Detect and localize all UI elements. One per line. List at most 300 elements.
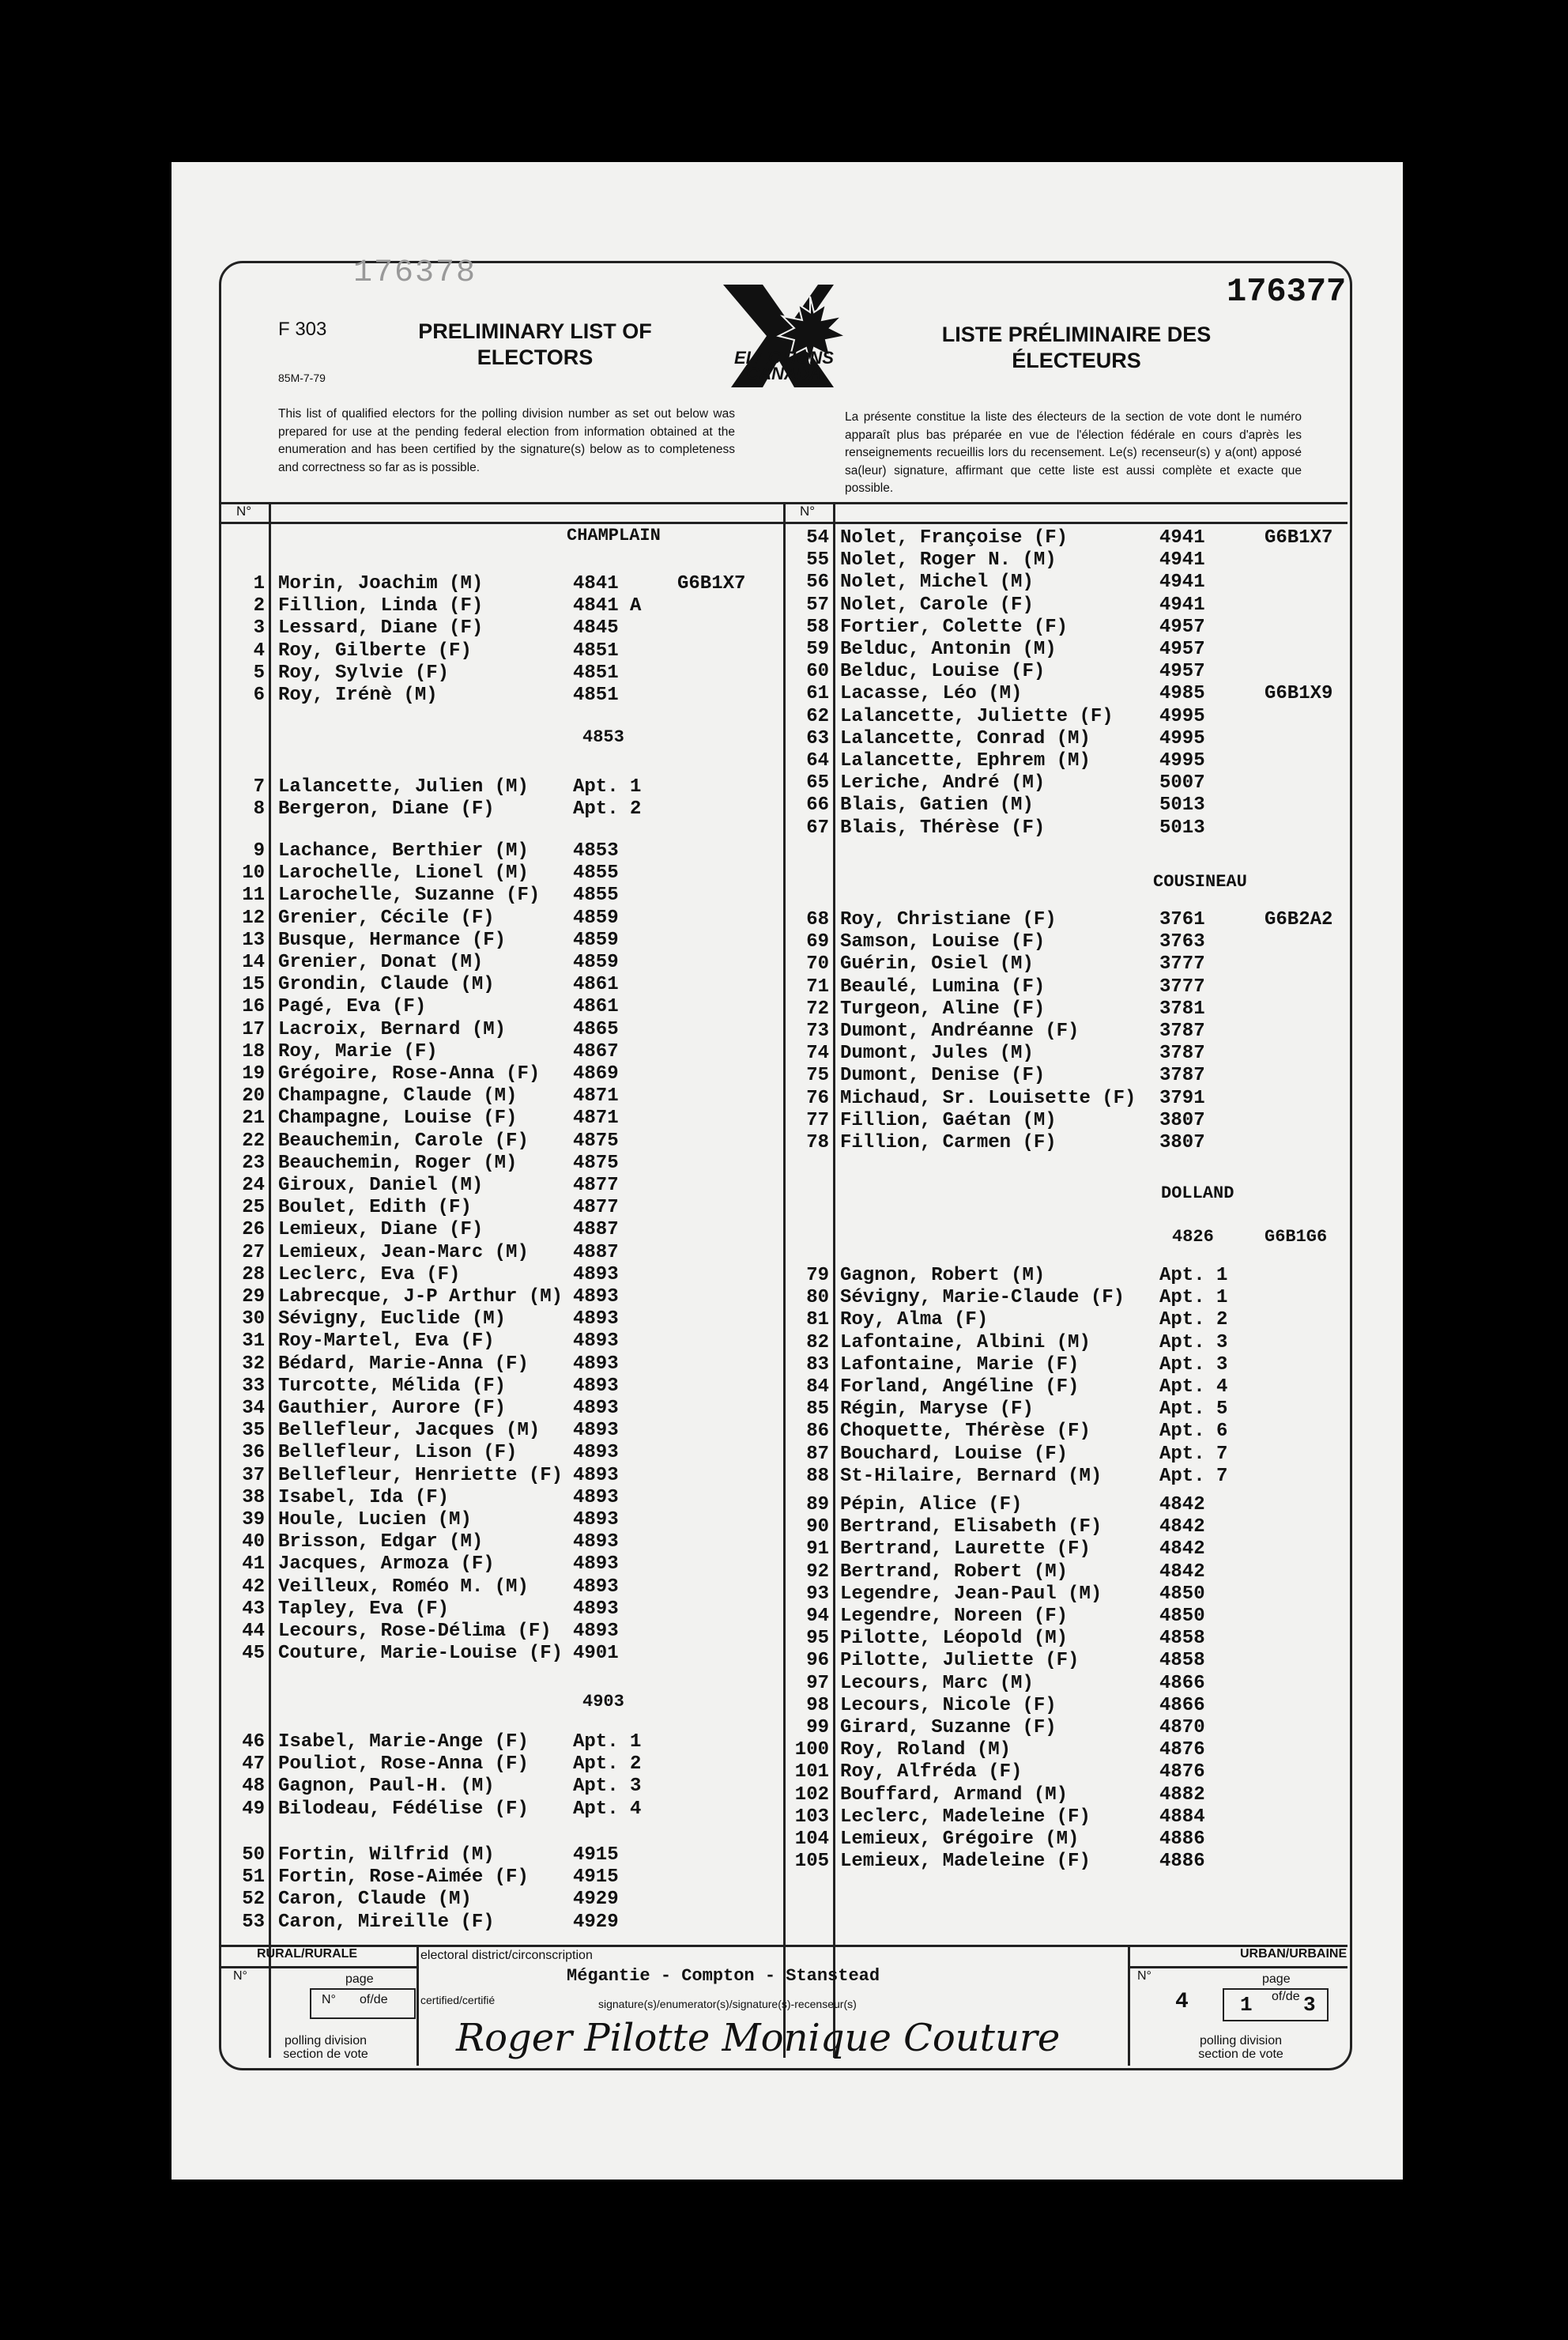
elector-name: Roy, Alfréda (F): [840, 1761, 1023, 1783]
elector-number: 32: [242, 1353, 265, 1375]
elector-address: 4870: [1159, 1717, 1205, 1738]
elector-address: 4929: [573, 1911, 619, 1933]
elector-address: 4842: [1159, 1516, 1205, 1538]
postal-code: G6B1X7: [677, 573, 746, 594]
elector-name: Caron, Claude (M): [278, 1889, 472, 1911]
elector-name: Lemieux, Diane (F): [278, 1219, 484, 1241]
elector-address: 4915: [573, 1844, 619, 1866]
elector-name: Nolet, Carole (F): [840, 594, 1034, 616]
footer-right-divider: [1128, 1945, 1130, 2066]
postal-code: G6B1X7: [1265, 527, 1333, 549]
elector-number: 70: [806, 953, 829, 976]
elector-name: Bilodeau, Fédélise (F): [278, 1798, 529, 1820]
elector-name: Beaulé, Lumina (F): [840, 976, 1046, 998]
elector-name: Sévigny, Marie-Claude (F): [840, 1287, 1125, 1309]
elector-address: 4893: [573, 1353, 619, 1375]
urban-of-label: of/de: [1272, 1990, 1300, 2003]
elector-address: 4886: [1159, 1851, 1205, 1873]
elector-name: Dumont, Andréanne (F): [840, 1021, 1080, 1042]
elector-name: Jacques, Armoza (F): [278, 1553, 495, 1576]
elector-address: 4877: [573, 1197, 619, 1219]
elector-address: 4842: [1159, 1494, 1205, 1515]
elector-address: 3781: [1159, 998, 1205, 1020]
elector-address: Apt. 2: [573, 798, 642, 821]
elector-address: 4941: [1159, 594, 1205, 616]
elector-address: 4893: [573, 1398, 619, 1419]
elector-number: 39: [242, 1509, 265, 1530]
elector-name: Pépin, Alice (F): [840, 1494, 1023, 1515]
elector-address: 3807: [1159, 1109, 1205, 1131]
elector-name: Fortin, Rose-Aimée (F): [278, 1866, 529, 1889]
elector-address: 4893: [573, 1509, 619, 1530]
elector-number: 20: [242, 1085, 265, 1108]
elector-number: 85: [806, 1398, 829, 1421]
rural-polling-label: polling division section de vote: [283, 2034, 368, 2061]
elector-name: Boulet, Edith (F): [278, 1197, 472, 1219]
elector-number: 47: [242, 1753, 265, 1776]
elector-name: Nolet, Roger N. (M): [840, 549, 1057, 572]
elector-name: Leriche, André (M): [840, 772, 1046, 794]
postal-code: G6B2A2: [1265, 909, 1333, 930]
elector-address: 4842: [1159, 1538, 1205, 1561]
elector-number: 98: [806, 1694, 829, 1716]
elector-number: 68: [806, 909, 829, 930]
elector-number: 31: [242, 1330, 265, 1353]
elector-address: 4851: [573, 685, 619, 706]
rural-page-label: page: [345, 1972, 374, 1986]
elector-number: 63: [806, 727, 829, 749]
elector-name: Blais, Thérèse (F): [840, 817, 1046, 839]
urban-no-value: 4: [1175, 1990, 1189, 2014]
elector-number: 96: [806, 1650, 829, 1672]
elector-number: 104: [794, 1829, 830, 1850]
signature-label: signature(s)/enumerator(s)/signature(s)-recenseur(s): [598, 1998, 857, 2010]
elector-number: 86: [806, 1421, 829, 1443]
elector-address: Apt. 2: [573, 1753, 642, 1776]
elector-name: Bertrand, Robert (M): [840, 1561, 1069, 1583]
elector-name: Sévigny, Euclide (M): [278, 1308, 507, 1330]
elector-name: Bouchard, Louise (F): [840, 1443, 1069, 1465]
elector-name: Nolet, Françoise (F): [840, 527, 1069, 549]
elector-number: 3: [253, 617, 265, 640]
elector-address: 4886: [1159, 1829, 1205, 1850]
elector-address: 4957: [1159, 639, 1205, 660]
address-heading-4826: 4826: [1172, 1227, 1214, 1247]
elector-name: St-Hilaire, Bernard (M): [840, 1465, 1102, 1487]
elector-name: Roy-Martel, Eva (F): [278, 1330, 495, 1353]
elector-number: 38: [242, 1486, 265, 1508]
elector-address: 4855: [573, 885, 619, 907]
elector-number: 36: [242, 1442, 265, 1464]
elector-address: 4941: [1159, 549, 1205, 572]
elector-name: Nolet, Michel (M): [840, 572, 1034, 594]
elector-name: Brisson, Edgar (M): [278, 1531, 484, 1553]
elector-number: 23: [242, 1152, 265, 1174]
elector-address: Apt. 5: [1159, 1398, 1228, 1421]
footer-left-divider: [416, 1945, 419, 2066]
address-heading-4853: 4853: [582, 727, 624, 747]
elector-name: Pilotte, Juliette (F): [840, 1650, 1080, 1672]
elector-name: Guérin, Osiel (M): [840, 953, 1034, 976]
elector-name: Beauchemin, Roger (M): [278, 1152, 518, 1174]
elector-number: 90: [806, 1516, 829, 1538]
elector-name: Larochelle, Lionel (M): [278, 862, 529, 885]
district-value: Mégantie - Compton - Stanstead: [567, 1966, 880, 1986]
elector-name: Lecours, Rose-Délima (F): [278, 1621, 552, 1642]
elector-address: 4893: [573, 1286, 619, 1308]
elector-number: 103: [794, 1806, 830, 1828]
urban-page-label: page: [1262, 1972, 1291, 1986]
elector-list-right: [172, 162, 1357, 1980]
elector-number: 59: [806, 639, 829, 660]
elector-address: 4893: [573, 1531, 619, 1553]
elector-number: 5: [253, 662, 265, 684]
elector-number: 66: [806, 794, 829, 817]
elector-name: Gauthier, Aurore (F): [278, 1398, 507, 1419]
elector-number: 62: [806, 705, 829, 727]
elector-address: 4995: [1159, 705, 1205, 727]
elector-name: Dumont, Jules (M): [840, 1043, 1034, 1065]
elector-number: 76: [806, 1087, 829, 1109]
elector-name: Blais, Gatien (M): [840, 794, 1034, 817]
elector-number: 65: [806, 772, 829, 794]
elector-name: Isabel, Marie-Ange (F): [278, 1731, 529, 1753]
elector-address: 4855: [573, 862, 619, 885]
elector-address: 4871: [573, 1108, 619, 1130]
elector-name: Gagnon, Robert (M): [840, 1265, 1046, 1286]
elector-name: Lecours, Nicole (F): [840, 1694, 1057, 1716]
elector-name: Lafontaine, Marie (F): [840, 1353, 1080, 1376]
elector-address: 4887: [573, 1219, 619, 1241]
elector-name: Lalancette, Juliette (F): [840, 705, 1114, 727]
elector-number: 6: [253, 685, 265, 706]
elector-address: Apt. 7: [1159, 1465, 1228, 1487]
elector-address: Apt. 1: [573, 1731, 642, 1753]
elector-number: 4: [253, 640, 265, 662]
elector-number: 101: [794, 1761, 830, 1783]
elector-address: 4859: [573, 929, 619, 951]
elector-name: Michaud, Sr. Louisette (F): [840, 1087, 1136, 1109]
certified-label: certified/certifié: [420, 1994, 496, 2006]
elector-address: Apt. 3: [573, 1776, 642, 1798]
elector-number: 73: [806, 1021, 829, 1042]
rural-of-label: of/de: [360, 1993, 388, 2006]
elector-name: Bellefleur, Henriette (F): [278, 1464, 564, 1486]
elector-name: Caron, Mireille (F): [278, 1911, 495, 1933]
elector-address: Apt. 3: [1159, 1353, 1228, 1376]
elector-name: Tapley, Eva (F): [278, 1598, 450, 1620]
elector-address: 5013: [1159, 794, 1205, 817]
elector-number: 44: [242, 1621, 265, 1642]
elector-number: 75: [806, 1065, 829, 1087]
elector-number: 51: [242, 1866, 265, 1889]
elector-number: 53: [242, 1911, 265, 1933]
no-header-right: N°: [800, 504, 816, 519]
elector-address: 4859: [573, 907, 619, 929]
elector-address: 4882: [1159, 1783, 1205, 1806]
elector-name: Bertrand, Elisabeth (F): [840, 1516, 1102, 1538]
elector-number: 84: [806, 1376, 829, 1398]
elector-name: Giroux, Daniel (M): [278, 1175, 484, 1196]
elector-address: 4876: [1159, 1739, 1205, 1761]
elector-address: 4893: [573, 1576, 619, 1598]
elector-number: 13: [242, 929, 265, 951]
elector-name: Roy, Marie (F): [278, 1040, 438, 1062]
elector-number: 72: [806, 998, 829, 1020]
street-heading-cousineau: COUSINEAU: [1153, 872, 1247, 892]
elector-address: 4858: [1159, 1628, 1205, 1650]
elector-number: 82: [806, 1331, 829, 1353]
elector-name: Lacasse, Léo (M): [840, 683, 1023, 705]
elector-address: 4850: [1159, 1583, 1205, 1605]
elector-address: 4893: [573, 1553, 619, 1576]
elector-address: Apt. 4: [573, 1798, 642, 1820]
elector-number: 71: [806, 976, 829, 998]
elector-number: 92: [806, 1561, 829, 1583]
urban-rule: [1128, 1966, 1348, 1968]
elector-number: 89: [806, 1494, 829, 1515]
elector-name: Lafontaine, Albini (M): [840, 1331, 1091, 1353]
elector-name: Leclerc, Eva (F): [278, 1263, 461, 1285]
elector-name: Bédard, Marie-Anna (F): [278, 1353, 529, 1375]
elector-number: 50: [242, 1844, 265, 1866]
elector-name: Samson, Louise (F): [840, 931, 1046, 953]
elector-address: 4875: [573, 1152, 619, 1174]
intro-english: This list of qualified electors for the polling division number as set out below was prepared for use at the pending federal election from information obtained at the enumeration and has been certified by the signature(s) below as to completeness and correctness so far as is possible.: [278, 407, 735, 474]
elector-number: 30: [242, 1308, 265, 1330]
elector-name: Lachance, Berthier (M): [278, 840, 529, 862]
elector-name: Lalancette, Julien (M): [278, 776, 529, 798]
elector-address: 4893: [573, 1621, 619, 1642]
elector-address: 4853: [573, 840, 619, 862]
elector-address: 4850: [1159, 1606, 1205, 1627]
logo-text: ELECTIONS CANADA: [734, 348, 834, 383]
elector-name: Roy, Irénè (M): [278, 685, 438, 706]
elector-name: Grenier, Cécile (F): [278, 907, 495, 929]
elector-number: 52: [242, 1889, 265, 1911]
elector-name: Leclerc, Madeleine (F): [840, 1806, 1091, 1828]
elector-number: 77: [806, 1109, 829, 1131]
elector-name: Fillion, Carmen (F): [840, 1132, 1057, 1153]
elector-address: 4995: [1159, 750, 1205, 772]
elector-number: 25: [242, 1197, 265, 1219]
elector-name: Bergeron, Diane (F): [278, 798, 495, 821]
elector-name: Champagne, Louise (F): [278, 1108, 518, 1130]
elector-name: Belduc, Louise (F): [840, 661, 1046, 683]
elector-address: Apt. 1: [573, 776, 642, 798]
elector-number: 34: [242, 1398, 265, 1419]
elector-address: 4887: [573, 1241, 619, 1263]
elector-number: 69: [806, 931, 829, 953]
elector-number: 56: [806, 572, 829, 594]
elector-number: 78: [806, 1132, 829, 1153]
elector-address: 4842: [1159, 1561, 1205, 1583]
elector-name: Roy, Sylvie (F): [278, 662, 450, 684]
elector-name: Pilotte, Léopold (M): [840, 1628, 1069, 1650]
elector-name: Gagnon, Paul-H. (M): [278, 1776, 495, 1798]
elector-number: 14: [242, 952, 265, 973]
elector-name: Labrecque, J-P Arthur (M): [278, 1286, 564, 1308]
elector-address: 4893: [573, 1263, 619, 1285]
elector-address: 3807: [1159, 1132, 1205, 1153]
elector-name: Turcotte, Mélida (F): [278, 1375, 507, 1397]
elector-address: 4893: [573, 1330, 619, 1353]
elector-address: Apt. 1: [1159, 1287, 1228, 1309]
elector-name: Fillion, Gaétan (M): [840, 1109, 1057, 1131]
urban-label: URBAN/URBAINE: [1240, 1947, 1348, 1961]
elector-number: 15: [242, 974, 265, 996]
elector-number: 12: [242, 907, 265, 929]
elector-address: 4877: [573, 1175, 619, 1196]
elector-name: Bertrand, Laurette (F): [840, 1538, 1091, 1561]
street-heading-champlain: CHAMPLAIN: [567, 526, 661, 545]
rural-page-no-label: N°: [322, 1993, 336, 2006]
elector-name: Beauchemin, Carole (F): [278, 1130, 529, 1152]
document-page: [172, 162, 1403, 2180]
elector-name: Fortin, Wilfrid (M): [278, 1844, 495, 1866]
elector-address: 4858: [1159, 1650, 1205, 1672]
elector-address: 4915: [573, 1866, 619, 1889]
rural-no-label: N°: [233, 1969, 247, 1983]
serial-number: 176377: [1227, 273, 1347, 311]
elector-number: 55: [806, 549, 829, 572]
elector-address: 4893: [573, 1375, 619, 1397]
elector-number: 1: [253, 573, 265, 594]
elector-number: 48: [242, 1776, 265, 1798]
elector-number: 9: [253, 840, 265, 862]
elector-number: 83: [806, 1353, 829, 1376]
elector-address: 4861: [573, 996, 619, 1018]
elector-number: 18: [242, 1040, 265, 1062]
elector-number: 88: [806, 1465, 829, 1487]
stamp-number: 176378: [353, 255, 477, 291]
elector-name: Bellefleur, Jacques (M): [278, 1420, 541, 1442]
elector-name: Turgeon, Aline (F): [840, 998, 1046, 1020]
elector-number: 61: [806, 683, 829, 705]
elector-address: Apt. 1: [1159, 1265, 1228, 1286]
elector-address: Apt. 4: [1159, 1376, 1228, 1398]
elector-name: Pouliot, Rose-Anna (F): [278, 1753, 529, 1776]
elector-name: Larochelle, Suzanne (F): [278, 885, 541, 907]
elector-name: Dumont, Denise (F): [840, 1065, 1046, 1087]
elector-number: 97: [806, 1672, 829, 1694]
elector-address: 4845: [573, 617, 619, 640]
elector-number: 33: [242, 1375, 265, 1397]
postal-code-dolland: G6B1G6: [1265, 1227, 1328, 1247]
elector-number: 79: [806, 1265, 829, 1286]
elector-number: 74: [806, 1043, 829, 1065]
elector-address: 4871: [573, 1085, 619, 1108]
elector-number: 99: [806, 1717, 829, 1738]
elector-number: 40: [242, 1531, 265, 1553]
elector-name: Belduc, Antonin (M): [840, 639, 1057, 660]
elector-address: 3787: [1159, 1021, 1205, 1042]
elector-address: 4841: [573, 573, 619, 594]
elector-address: Apt. 2: [1159, 1309, 1228, 1331]
elector-address: 3761: [1159, 909, 1205, 930]
elector-address: 4869: [573, 1063, 619, 1085]
elector-name: Grenier, Donat (M): [278, 952, 484, 973]
elector-address: Apt. 7: [1159, 1443, 1228, 1465]
elector-number: 87: [806, 1443, 829, 1465]
elector-address: 4995: [1159, 727, 1205, 749]
elector-address: 4851: [573, 662, 619, 684]
elector-address: 4893: [573, 1486, 619, 1508]
elector-address: 4861: [573, 974, 619, 996]
elector-number: 67: [806, 817, 829, 839]
street-heading-dolland: DOLLAND: [1161, 1183, 1234, 1203]
form-code: F 303: [278, 319, 327, 340]
elector-number: 10: [242, 862, 265, 885]
rural-rule: [221, 1966, 417, 1968]
elector-name: Couture, Marie-Louise (F): [278, 1643, 564, 1665]
elector-address: 4866: [1159, 1672, 1205, 1694]
urban-of-value: 3: [1303, 1993, 1316, 2017]
elector-name: Roy, Gilberte (F): [278, 640, 472, 662]
elector-address: 5007: [1159, 772, 1205, 794]
elector-address: 4941: [1159, 527, 1205, 549]
elector-address: 4867: [573, 1040, 619, 1062]
elector-address: Apt. 3: [1159, 1331, 1228, 1353]
elector-name: Choquette, Thérèse (F): [840, 1421, 1091, 1443]
elector-address: 4893: [573, 1464, 619, 1486]
elector-number: 105: [794, 1851, 830, 1873]
elector-address: 4841 A: [573, 595, 642, 617]
elector-address: 4859: [573, 952, 619, 973]
elector-number: 94: [806, 1606, 829, 1627]
elector-name: Forland, Angéline (F): [840, 1376, 1080, 1398]
elector-name: Legendre, Noreen (F): [840, 1606, 1069, 1627]
urban-polling-label: polling division section de vote: [1198, 2034, 1283, 2061]
elector-number: 54: [806, 527, 829, 549]
elector-number: 42: [242, 1576, 265, 1598]
address-heading-4903: 4903: [582, 1692, 624, 1712]
elector-number: 95: [806, 1628, 829, 1650]
enumerator-signatures: Roger Pilotte Monique Couture: [456, 2016, 1061, 2060]
elector-name: Lalancette, Ephrem (M): [840, 750, 1091, 772]
elector-name: Roy, Christiane (F): [840, 909, 1057, 930]
elector-name: Régin, Maryse (F): [840, 1398, 1034, 1421]
elector-number: 35: [242, 1420, 265, 1442]
elector-number: 26: [242, 1219, 265, 1241]
elector-number: 57: [806, 594, 829, 616]
elector-name: Lalancette, Conrad (M): [840, 727, 1091, 749]
elector-number: 64: [806, 750, 829, 772]
elector-address: 4893: [573, 1420, 619, 1442]
elector-name: Pagé, Eva (F): [278, 996, 427, 1018]
elector-number: 11: [242, 885, 265, 907]
elector-number: 37: [242, 1464, 265, 1486]
elector-address: 3777: [1159, 953, 1205, 976]
elector-number: 22: [242, 1130, 265, 1152]
elector-number: 28: [242, 1263, 265, 1285]
elector-number: 29: [242, 1286, 265, 1308]
elector-number: 80: [806, 1287, 829, 1309]
elector-address: Apt. 6: [1159, 1421, 1228, 1443]
elector-number: 8: [253, 798, 265, 821]
elector-address: 3791: [1159, 1087, 1205, 1109]
elector-name: Isabel, Ida (F): [278, 1486, 450, 1508]
elector-address: 4985: [1159, 683, 1205, 705]
elector-address: 4875: [573, 1130, 619, 1152]
title-english: PRELIMINARY LIST OF ELECTORS: [418, 319, 652, 369]
elector-address: 4901: [573, 1643, 619, 1665]
elector-address: 4957: [1159, 616, 1205, 638]
elector-name: Fillion, Linda (F): [278, 595, 484, 617]
elector-number: 60: [806, 661, 829, 683]
elector-number: 46: [242, 1731, 265, 1753]
elector-address: 3787: [1159, 1065, 1205, 1087]
